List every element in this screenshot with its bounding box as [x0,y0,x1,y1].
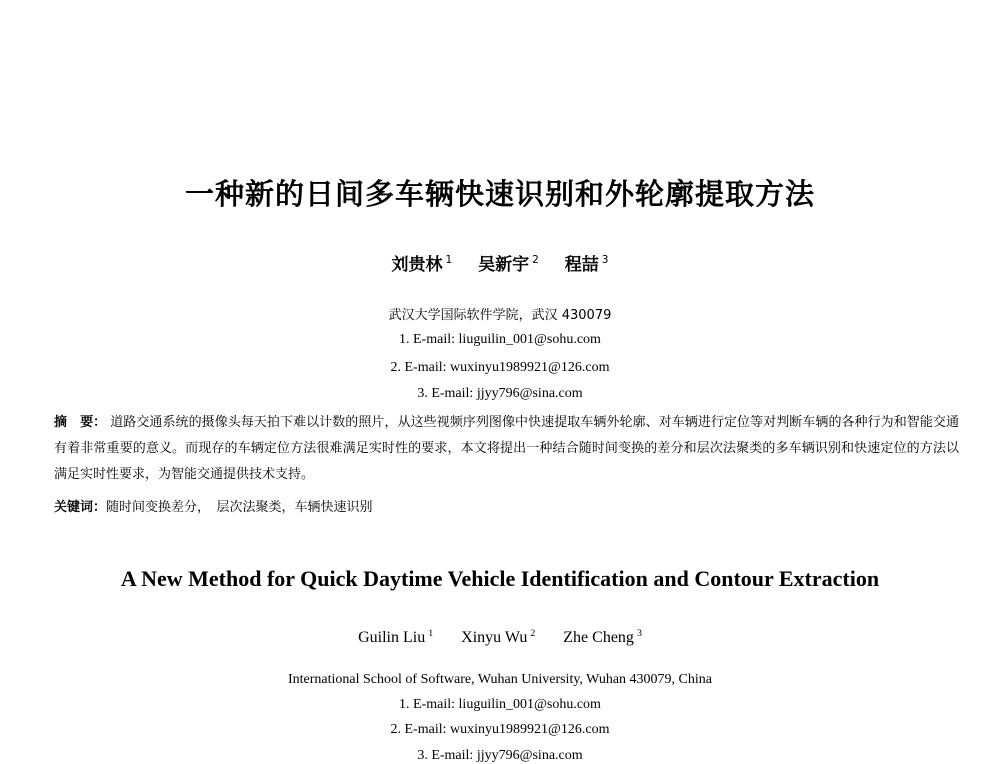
author-name: 吴新宇 [478,255,530,275]
author-name: Xinyu Wu [461,629,528,646]
author-3-en [563,629,642,646]
email-1-en: 1. E-mail: liuguilin_001@sohu.com [399,697,601,712]
email-1-cn: 1. E-mail: liuguilin_001@sohu.com [399,332,601,347]
author-2-cn [478,255,539,275]
email-3-cn: 3. E-mail: jjyy796@sina.com [417,386,583,401]
keywords-text: 随时间变换差分， 层次法聚类，车辆快速识别 [106,500,373,515]
author-2-en [461,629,535,646]
keywords-label: 关键词： [54,500,107,515]
english-authors [0,629,1000,647]
author-sup: 1 [428,627,434,639]
abstract-label: 摘 要： [54,415,107,430]
author-1-cn [392,255,453,275]
author-name: Zhe Cheng [563,629,634,646]
chinese-authors [0,250,1000,275]
english-affiliation: International School of Software, Wuhan University, Wuhan 430079, China [288,672,712,687]
author-1-en [358,629,433,646]
author-sup: 2 [532,254,539,267]
email-2-en: 2. E-mail: wuxinyu1989921@126.com [390,722,610,737]
author-sup: 1 [445,254,453,267]
author-sup: 3 [636,627,642,639]
email-3-en: 3. E-mail: jjyy796@sina.com [417,748,583,763]
chinese-keywords [54,496,959,515]
author-3-cn [565,255,609,275]
author-name: 刘贵林 [391,255,443,275]
author-name: 程喆 [564,255,599,275]
author-sup: 3 [601,254,609,267]
author-sup: 2 [530,627,536,639]
chinese-title: 一种新的日间多车辆快速识别和外轮廓提取方法 [184,177,815,211]
author-name: Guilin Liu [358,629,426,646]
abstract-text: 道路交通系统的摄像头每天拍下难以计数的照片，从这些视频序列图像中快速提取车辆外轮廓、对车辆进行定位等对判断车辆的各种行为和智能交通有着非常重要的意义。而现存的车辆定位方法很难满足实时性的要求，本文将提出一种结合随时间变换的差分和层次法聚类的多车辆识别和快速定位的方法以满足实时性要求，为智能交通提供技术支持。 [54,415,959,482]
chinese-affiliation: 武汉大学国际软件学院，武汉 430079 [388,308,612,323]
email-2-cn: 2. E-mail: wuxinyu1989921@126.com [390,360,610,375]
chinese-abstract [54,410,959,488]
english-title: A New Method for Quick Daytime Vehicle Identification and Contour Extraction [120,566,880,591]
